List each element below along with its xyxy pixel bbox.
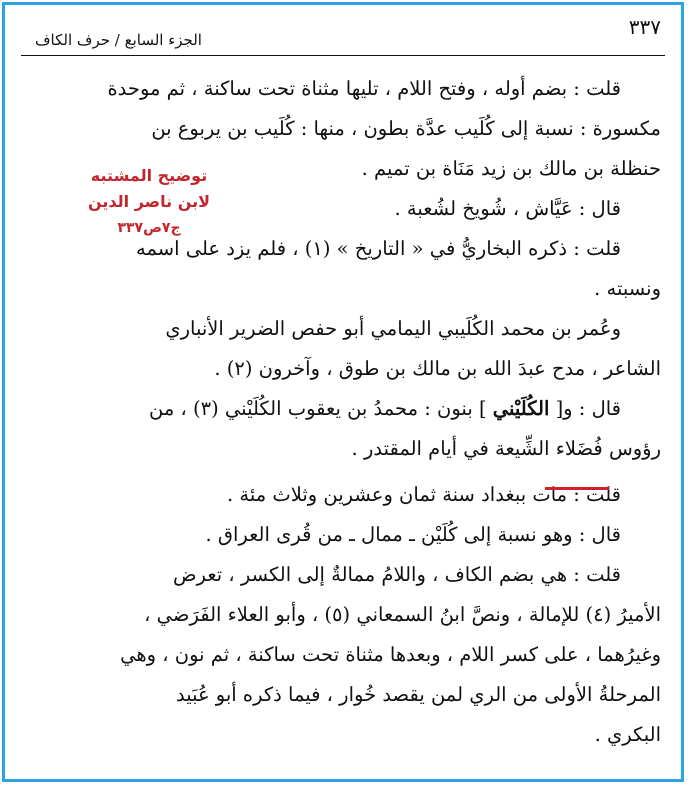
page-number: ٣٣٧ — [628, 15, 661, 39]
paragraph-line: الشاعر ، مدح عبدَ الله بن مالك بن طوق ، وآخرون (٢) . — [214, 357, 661, 380]
text-run: ] بنون : محمدُ بن يعقوب الكُلَيْني (٣) ، من — [149, 397, 493, 420]
text-run: قال : و[ — [549, 397, 621, 420]
paragraph-line — [21, 389, 661, 429]
paragraph-line: مكسورة : نسبة إلى كُلَيب عدَّة بطون ، منها : كُلَيب بن يربوع بن — [151, 117, 661, 140]
paragraph-line: حنظلة بن مالك بن زيد مَنَاة بن تميم . — [361, 157, 661, 180]
paragraph-line: الأميرُ (٤) للإمالة ، ونصَّ ابنُ السمعاني (٥) ، وأبو العلاء الفَرَضي ، — [144, 603, 661, 626]
paragraph-line: قال : عَيَّاش ، شُويخ لشُعبة . — [394, 197, 621, 220]
paragraph-line: قال : وهو نسبة إلى كُلَيْن ـ ممال ـ من قُرى العراق . — [205, 523, 621, 546]
stamp-reference: ج٧ص٣٣٧ — [117, 220, 181, 236]
paragraph-line: قلت : بضم أوله ، وفتح اللام ، تليها مثناة تحت ساكنة ، ثم موحدة — [107, 77, 621, 100]
paragraph-line: ونسبته . — [594, 277, 661, 300]
paragraph-line: رؤوس فُضَلاء الشِّيعة في أيام المقتدر . — [351, 437, 661, 460]
paragraph-line: قلت : مات ببغداد سنة ثمان وعشرين وثلاث مئة . — [226, 483, 621, 506]
paragraph-line: البكري . — [594, 723, 661, 746]
header-rule — [21, 55, 665, 56]
paragraph-line: وغيرُهما ، على كسر اللام ، وبعدها مثناة تحت ساكنة ، ثم نون ، وهي — [120, 643, 661, 666]
book-page — [5, 5, 681, 779]
red-underline-mark — [545, 487, 609, 490]
stamp-title: توضيح المشتبه — [90, 166, 208, 185]
paragraph-line: قلت : ذكره البخاريُّ في « التاريخ » (١) ، فلم يزد على اسمه — [136, 237, 621, 260]
page-frame — [2, 2, 684, 782]
running-header: الجزء السابع / حرف الكاف — [35, 31, 202, 49]
paragraph-line: قلت : هي بضم الكاف ، واللامُ ممالةٌ إلى الكسر ، تعرض — [172, 563, 621, 586]
entry-headword: الكُلَيْني — [492, 397, 550, 420]
stamp-author: لابن ناصر الدين — [87, 192, 211, 211]
paragraph-line: المرحلةُ الأولى من الري لمن يقصد خُوار ، فيما ذكره أبو عُبَيد — [175, 683, 661, 706]
body-text — [21, 69, 661, 755]
paragraph-line: وعُمر بن محمد الكُلَيبي اليمامي أبو حفص الضرير الأنباري — [165, 317, 621, 340]
